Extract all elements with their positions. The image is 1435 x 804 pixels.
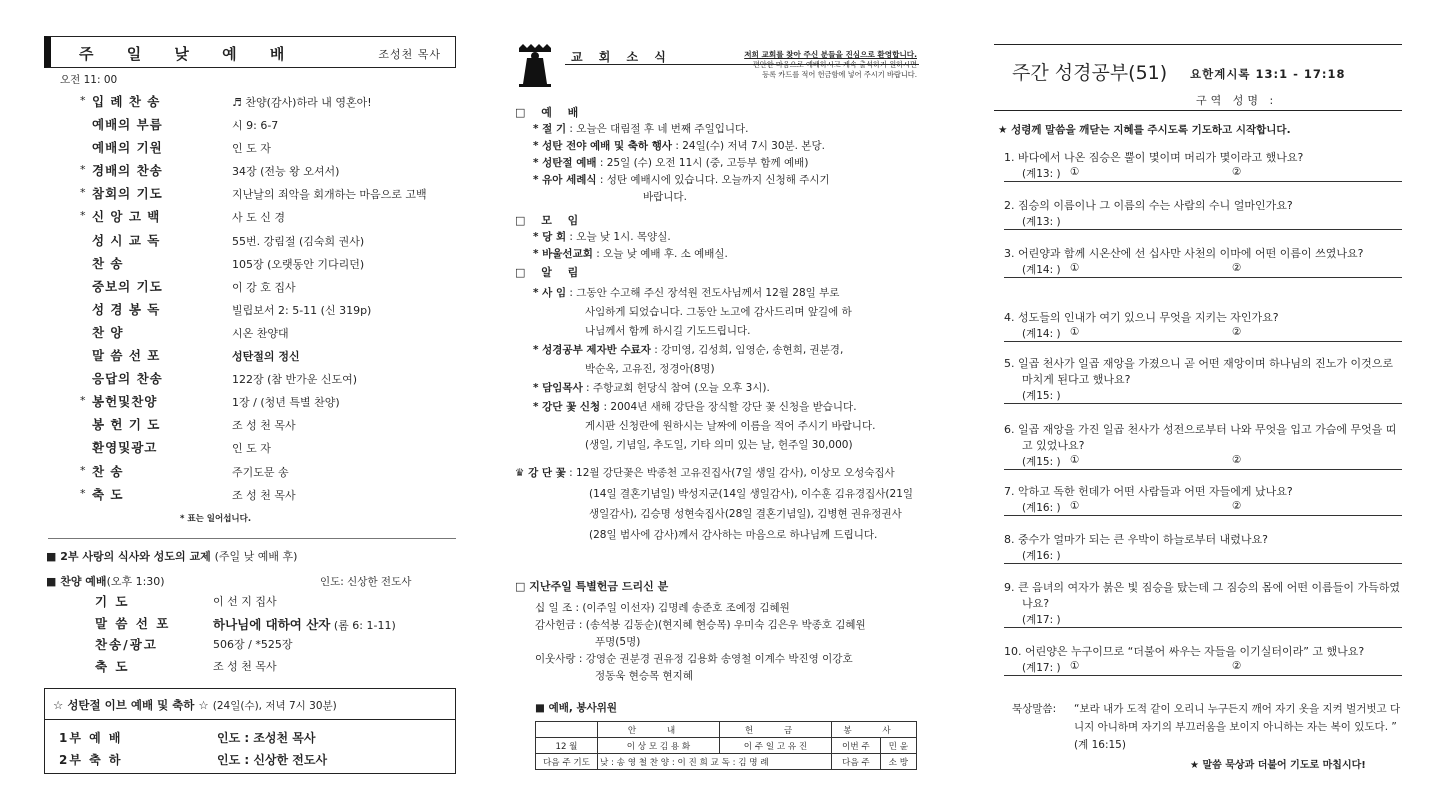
- news-item: [533, 172, 923, 189]
- answer-line: [1004, 166, 1402, 182]
- order-label: 예배의 기원: [92, 140, 163, 156]
- news-item: [533, 379, 923, 398]
- evening-row: [95, 633, 455, 655]
- question-text: 2. 짐승의 이름이나 그 이름의 수는 사람의 수니 얼마인가요?: [1004, 199, 1293, 212]
- answer-slot-2: ②: [1232, 500, 1242, 512]
- offering-key: 감사헌금: [535, 619, 576, 631]
- table-row: [536, 738, 917, 754]
- answer-slot-2: ②: [1232, 454, 1242, 466]
- standing-mark: *: [80, 94, 86, 107]
- news-item-key: * 절 기: [533, 123, 567, 135]
- section-meeting: □ 모 임: [515, 214, 585, 227]
- welcome-line: 등록 카드를 적어 헌금함에 넣어 주시기 바랍니다.: [762, 70, 917, 79]
- news-item-value: : 주항교회 헌당식 참여 (오늘 오후 3시).: [582, 382, 770, 394]
- order-value: 사 도 신 경: [232, 211, 285, 225]
- news-item: [533, 229, 923, 246]
- order-row: [80, 460, 460, 483]
- order-row: [80, 159, 460, 182]
- answer-slot-1: ①: [1070, 326, 1080, 338]
- christmas-eve-part2-leader: 인도 : 신상한 전도사: [217, 753, 328, 767]
- news-item-cont: 사임하게 되었습니다. 그동안 노고에 감사드리며 앞길에 하: [585, 306, 852, 318]
- serve-table: [535, 721, 917, 770]
- memory-text: “보라 내가 도적 같이 오리니 누구든지 깨어 자기 옷을 지켜 벌거벗고 다니지 아니하며 자기의 부끄러움을 보이지 아니하는 자는 복이 있도다. ” (계 16:15): [1074, 703, 1401, 751]
- part2-title: ■ 2부 사랑의 식사와 성도의 교제: [46, 550, 211, 563]
- order-value: 시온 찬양대: [232, 326, 289, 340]
- news-item: [533, 398, 923, 417]
- divider: [994, 110, 1402, 111]
- question: [1004, 484, 1402, 516]
- news-title: 교 회 소 식: [571, 50, 672, 64]
- order-label: 중보의 기도: [92, 278, 163, 294]
- answer-ref: (계16: ): [1022, 550, 1061, 562]
- evening-value: 조 성 천 목사: [213, 659, 277, 673]
- order-label: 성 시 교 독: [92, 232, 161, 248]
- answer-line: [1004, 500, 1402, 516]
- standing-mark: *: [80, 463, 86, 477]
- order-value: 34장 (전능 왕 오셔서): [232, 165, 340, 179]
- order-value: 105장 (오랫동안 기다리던): [232, 257, 365, 271]
- flower-key: ♛ 강 단 꽃: [515, 467, 566, 479]
- question: [1004, 532, 1402, 564]
- news-item-key: * 성탄 전야 예배 및 축하 행사: [533, 140, 672, 152]
- meeting-news-list: [533, 229, 923, 263]
- divider: [48, 538, 456, 539]
- evening-row: [95, 612, 455, 634]
- news-item-value: : 성탄 예배시에 있습니다. 오늘까지 신청해 주시기: [596, 174, 830, 186]
- news-item-key: * 당 회: [533, 231, 567, 243]
- order-label: 찬 송: [92, 463, 124, 479]
- question-text: 3. 어린양과 함께 시온산에 선 십사만 사천의 이마에 어떤 이름이 쓰였나요?: [1004, 247, 1364, 260]
- answer-slot-2: ②: [1232, 660, 1242, 672]
- news-item: [533, 284, 923, 303]
- answer-slot-2: ②: [1232, 166, 1242, 178]
- table-cell: [536, 722, 598, 738]
- news-item-cont: 바랍니다.: [643, 191, 687, 203]
- news-item-cont: 게시판 신청란에 원하시는 날짜에 이름을 적어 주시기 바랍니다.: [585, 420, 876, 432]
- answer-slot-1: ①: [1070, 500, 1080, 512]
- order-row: [80, 344, 460, 367]
- answer-ref: (계15: ): [1022, 390, 1061, 402]
- order-label: 신 앙 고 백: [92, 209, 161, 225]
- offering-value: : (송석봉 김동순)(현지혜 현승목) 우미숙 김은우 박종호 김혜원: [575, 619, 866, 631]
- news-item: [533, 341, 923, 360]
- answer-slot-1: ①: [1070, 262, 1080, 274]
- study-title: 주간 성경공부(51): [1012, 62, 1168, 84]
- table-cell: 이 상 모 김 용 화: [598, 738, 720, 754]
- order-value: 55번. 강림절 (김숙희 권사): [232, 234, 365, 248]
- news-item-cont: (생일, 기념일, 추도일, 기타 의미 있는 날, 헌주일 30,000): [585, 439, 853, 451]
- order-value: 122장 (참 반가운 신도여): [232, 373, 358, 387]
- news-item-key: * 담임목사: [533, 382, 583, 394]
- news-item-key: * 바울선교회: [533, 248, 593, 260]
- order-row: [80, 413, 460, 436]
- order-label: 환영및광고: [92, 440, 158, 456]
- table-cell: 소 방: [880, 754, 916, 770]
- order-value: 인 도 자: [232, 142, 271, 156]
- order-label: 봉헌및찬양: [92, 394, 158, 410]
- standing-mark: *: [80, 486, 86, 500]
- question-text: 4. 성도들의 인내가 여기 있으니 무엇을 지키는 자인가요?: [1004, 311, 1279, 324]
- news-item-value: : 오늘은 대림절 후 네 번째 주일입니다.: [566, 123, 749, 135]
- offering-value: : 강영순 권분경 권유정 김용화 송영철 이계수 박진영 이강호: [575, 653, 853, 665]
- order-value: ♬ 찬양(감사)하라 내 영혼아!: [232, 96, 372, 109]
- question-text: 8. 중수가 얼마가 되는 큰 우박이 하늘로부터 내렸나요?: [1004, 533, 1268, 546]
- news-item-value: : 25일 (수) 오전 11시 (중, 고등부 함께 예배): [596, 157, 809, 169]
- notice-news-list: [533, 284, 923, 455]
- answer-line: [1004, 548, 1402, 564]
- table-cell: 안 내: [598, 722, 720, 738]
- news-item: [533, 138, 923, 155]
- evening-leader: 인도: 신상한 전도사: [320, 576, 412, 588]
- closing-text: ★ 말씀 묵상과 더불어 기도로 마칩시다!: [1190, 760, 1366, 771]
- answer-line: [1004, 454, 1402, 470]
- order-label: 입 례 찬 송: [92, 94, 161, 109]
- study-range: 요한계시록 13:1 - 17:18: [1190, 67, 1346, 81]
- welcome-line: 저희 교회를 찾아 주신 분들을 진심으로 환영합니다.: [744, 50, 917, 59]
- flower-value: : 12월 강단꽃은 박종천 고유진집사(7일 생일 감사), 이상모 오성숙집사: [565, 467, 895, 479]
- question-text: 6. 일곱 재앙을 가진 일곱 천사가 성전으로부터 나와 무엇을 입고 가슴에 무엇을 띠고 있었나요?: [1004, 423, 1397, 452]
- news-item-key: * 성탄절 예배: [533, 157, 597, 169]
- news-item-cont: 나님께서 함께 하시길 기도드립니다.: [585, 325, 751, 337]
- order-value: 빌립보서 2: 5-11 (신 319p): [232, 303, 372, 317]
- answer-line: [1004, 612, 1402, 628]
- question-text: 10. 어린양은 누구이므로 “더불어 싸우는 자들을 이기실터이라” 고 했나요?: [1004, 645, 1365, 658]
- news-item-key: * 성경공부 제자반 수료자: [533, 344, 651, 356]
- section-notice: □ 알 림: [515, 266, 585, 279]
- table-row: [536, 754, 917, 770]
- offering-heading: □ 지난주일 특별헌금 드리신 분: [515, 580, 669, 593]
- standing-mark: *: [80, 163, 86, 177]
- evening-value: 506장 / *525장: [213, 638, 293, 651]
- evening-label: 말 씀 선 포: [95, 615, 171, 631]
- table-cell: 헌 금: [720, 722, 832, 738]
- order-label: 축 도: [92, 486, 124, 502]
- answer-ref: (계13: ): [1022, 216, 1061, 228]
- answer-slot-1: ①: [1070, 660, 1080, 672]
- offering-value: : (이주일 이선자) 김명례 송준호 조예정 김혜원: [572, 602, 790, 614]
- news-item-value: : 그동안 수고해 주신 장석원 전도사님께서 12월 28일 부로: [566, 287, 840, 299]
- evening-label: 축 도: [95, 658, 130, 674]
- question-text: 5. 일곱 천사가 일곱 재앙을 가졌으니 곧 어떤 재앙이며 하나님의 진노가 이것으로 마치게 된다고 했나요?: [1004, 357, 1393, 386]
- news-item-value: : 2004년 새해 강단을 장식할 강단 꽃 신청을 받습니다.: [600, 401, 857, 413]
- question: [1004, 356, 1402, 404]
- standing-note: * 표는 일어섭니다.: [180, 514, 252, 524]
- order-value: 인 도 자: [232, 442, 271, 456]
- part2-sub: (주일 낮 예배 후): [214, 550, 298, 563]
- order-value: 조 성 천 목사: [232, 488, 296, 502]
- table-cell: 다음 주 기도: [536, 754, 598, 770]
- christmas-eve-part1-leader: 인도 : 조성천 목사: [217, 731, 316, 745]
- news-item-value: : 오늘 낮 예배 후. 소 예배실.: [592, 248, 728, 260]
- christmas-eve-title: ☆ 성탄절 이브 예배 및 축하 ☆: [53, 698, 209, 712]
- evening-row: [95, 655, 455, 677]
- table-cell: 낮 : 송 영 철 찬 양 : 이 진 희 교 독 : 김 명 례: [598, 754, 832, 770]
- welcome-message: [703, 50, 917, 80]
- order-value: 1장 / (청년 특별 찬양): [232, 396, 340, 410]
- study-intro: ★ 성령께 말씀을 깨닫는 지혜를 주시도록 기도하고 시작합니다.: [998, 124, 1291, 136]
- table-cell: 민 윤: [880, 738, 916, 754]
- order-label: 경배의 찬송: [92, 163, 163, 179]
- serve-heading: [535, 700, 617, 715]
- order-label: 찬 양: [92, 324, 124, 340]
- worship-time: 오전 11: 00: [60, 74, 118, 86]
- order-row: [80, 229, 460, 252]
- question: [1004, 422, 1402, 470]
- order-row: [80, 298, 460, 321]
- memory-label: 묵상말씀:: [1012, 703, 1057, 715]
- divider: [45, 719, 455, 720]
- christmas-eve-heading: [53, 697, 337, 713]
- welcome-line: 편안한 마음으로 예배하시고 계속 출석하기 원하시면: [752, 60, 917, 69]
- worship-title-box: [44, 36, 456, 68]
- table-cell: 12 월: [536, 738, 598, 754]
- flower-cont: (28일 범사에 감사)께서 감사하는 마음으로 하나님께 드립니다.: [589, 528, 878, 541]
- flower-line: [515, 463, 915, 484]
- altar-flower-notice: [515, 463, 915, 545]
- evening-ref: (롬 6: 1-11): [330, 618, 396, 632]
- order-label: 예배의 부름: [92, 117, 163, 133]
- order-label: 말 씀 선 포: [92, 348, 161, 364]
- worship-news-list: [533, 121, 923, 206]
- worship-order-list: [80, 90, 460, 506]
- news-item-key: * 사 임: [533, 287, 567, 299]
- news-item-value: : 강미영, 김성희, 임영순, 송현희, 권분경,: [650, 344, 844, 356]
- table-cell: 이 주 일 고 유 진: [720, 738, 832, 754]
- answer-slot-1: ①: [1070, 166, 1080, 178]
- offering-cont: 정동욱 현승목 현지혜: [595, 670, 693, 682]
- evening-title: ■ 찬양 예배: [46, 575, 107, 588]
- order-row: [80, 136, 460, 159]
- order-label: 응답의 찬송: [92, 371, 163, 387]
- order-value: 주기도문 송: [232, 465, 289, 479]
- order-value: 조 성 천 목사: [232, 419, 296, 433]
- order-label: 성 경 봉 독: [92, 301, 161, 317]
- news-item: [533, 246, 923, 263]
- church-bells-icon: [517, 44, 553, 88]
- worship-title: 주 일 낮 예 배: [79, 45, 299, 63]
- evening-label: 찬송/광고: [95, 637, 158, 652]
- table-cell: 봉 사: [832, 722, 917, 738]
- news-item-key: * 강단 꽃 신청: [533, 401, 601, 413]
- question: [1004, 150, 1402, 182]
- answer-slot-1: ①: [1070, 454, 1080, 466]
- part2-heading: [46, 548, 297, 564]
- answer-line: [1004, 262, 1402, 278]
- question-text: 1. 바다에서 나온 짐승은 뿔이 몇이며 머리가 몇이라고 했나요?: [1004, 151, 1304, 164]
- order-row: [80, 367, 460, 390]
- answer-line: [1004, 388, 1402, 404]
- evening-heading: [46, 573, 165, 589]
- question: [1004, 644, 1402, 676]
- order-row: [80, 252, 460, 275]
- order-row: [80, 436, 460, 459]
- answer-ref: (계14: ): [1022, 328, 1061, 340]
- christmas-eve-time: (24일(수), 저녁 7시 30분): [212, 700, 337, 712]
- order-label: 참회의 기도: [92, 186, 163, 202]
- answer-line: [1004, 660, 1402, 676]
- answer-line: [1004, 326, 1402, 342]
- christmas-eve-part1: 1부 예 배: [59, 731, 123, 745]
- serve-title: ■ 예배, 봉사위원: [535, 702, 618, 714]
- evening-order-list: [95, 590, 455, 676]
- evening-value: 하나님에 대하여 산자 (롬 6: 1-11): [213, 616, 396, 632]
- answer-ref: (계14: ): [1022, 264, 1061, 276]
- order-row: [80, 483, 460, 506]
- answer-slot-2: ②: [1232, 326, 1242, 338]
- flower-cont: (14일 결혼기념일) 박성지군(14일 생일감사), 이수훈 김유경집사(21일: [589, 487, 914, 500]
- offering-item: [535, 617, 925, 634]
- answer-ref: (계17: ): [1022, 662, 1061, 674]
- answer-slot-2: ②: [1232, 262, 1242, 274]
- news-item: [533, 155, 923, 172]
- order-value: 성탄절의 정신: [232, 350, 300, 364]
- order-label: 봉 헌 기 도: [92, 417, 161, 433]
- question: [1004, 246, 1402, 278]
- christmas-eve-box: [44, 688, 456, 774]
- table-cell: 다음 주: [832, 754, 881, 770]
- news-column: [505, 0, 930, 804]
- news-item-value: : 오늘 낮 1시. 목양실.: [566, 231, 671, 243]
- standing-mark: *: [80, 186, 86, 200]
- offering-key: 십 일 조: [535, 602, 573, 614]
- question: [1004, 198, 1402, 230]
- order-label: 찬 송: [92, 255, 124, 271]
- evening-time: (오후 1:30): [106, 575, 165, 588]
- order-row: [80, 113, 460, 136]
- answer-ref: (계16: ): [1022, 502, 1061, 514]
- order-row: [80, 90, 460, 113]
- question-text: 9. 큰 음녀의 여자가 붉은 빛 짐승을 탔는데 그 짐승의 몸에 어떤 이름들이 가득하였나요?: [1004, 581, 1400, 610]
- offering-key: 이웃사랑: [535, 653, 576, 665]
- evening-label: 기 도: [95, 594, 130, 609]
- offering-cont: 푸명(5명): [595, 636, 641, 648]
- christmas-eve-part2: 2부 축 하: [59, 753, 123, 767]
- standing-mark: *: [80, 394, 86, 408]
- order-row: [80, 205, 460, 228]
- news-item: [533, 121, 923, 138]
- offering-item: [535, 600, 925, 617]
- order-row: [80, 321, 460, 344]
- question: [1004, 580, 1402, 628]
- answer-ref: (계17: ): [1022, 614, 1061, 626]
- order-value: 시 9: 6-7: [232, 119, 279, 133]
- order-row: [80, 182, 460, 205]
- offering-list: [535, 600, 925, 685]
- table-cell: 이번 주: [832, 738, 881, 754]
- bible-study-column: [990, 0, 1405, 804]
- evening-row: [95, 590, 455, 612]
- order-value: 이 강 호 집사: [232, 280, 296, 294]
- divider: [994, 44, 1402, 45]
- order-row: [80, 390, 460, 413]
- question-text: 7. 악하고 독한 헌데가 어떤 사람들과 어떤 자들에게 났나요?: [1004, 485, 1293, 498]
- answer-line: [1004, 214, 1402, 230]
- standing-mark: *: [80, 209, 86, 223]
- order-value: 지난날의 죄악을 회개하는 마음으로 고백: [232, 188, 427, 202]
- answer-ref: (계15: ): [1022, 456, 1061, 468]
- worship-preacher: 조성천 목사: [378, 48, 441, 61]
- news-item-cont: 박순옥, 고유진, 정경아(8명): [585, 363, 715, 375]
- news-item-value: : 24일(수) 저녁 7시 30분. 본당.: [672, 140, 825, 152]
- evening-value: 이 선 지 집사: [213, 595, 277, 608]
- question: [1004, 310, 1402, 342]
- study-name-label: 구역 성명 :: [1196, 94, 1278, 107]
- offering-item: [535, 651, 925, 668]
- section-worship: □ 예 배: [515, 106, 585, 119]
- news-item-key: * 유아 세례식: [533, 174, 597, 186]
- order-row: [80, 275, 460, 298]
- flower-cont: 생일감사), 김승명 성현숙집사(28일 결혼기념일), 김병현 권유정권사: [589, 508, 902, 520]
- answer-ref: (계13: ): [1022, 168, 1061, 180]
- worship-column: [40, 0, 480, 804]
